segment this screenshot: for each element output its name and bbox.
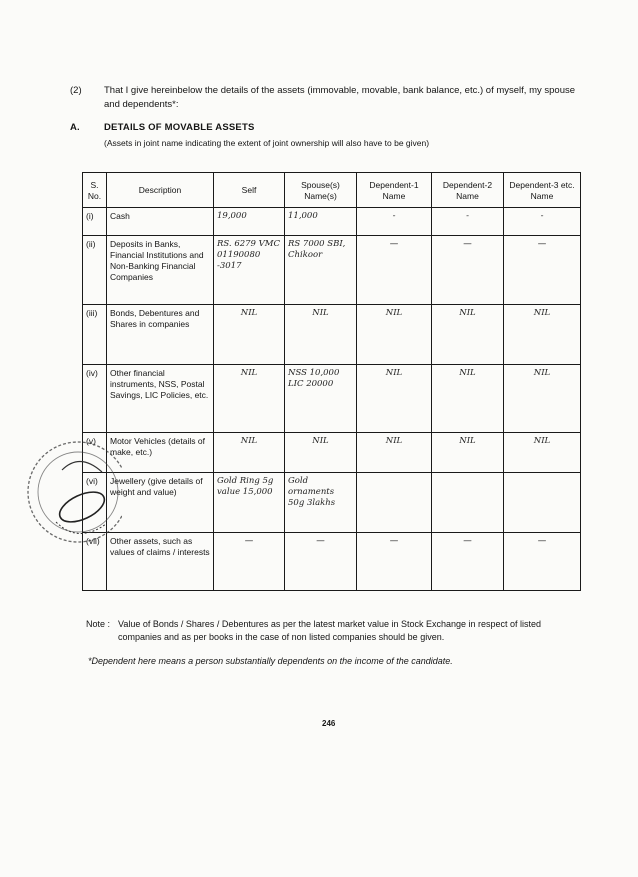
row-dep1-value: NIL bbox=[357, 433, 432, 473]
section-subtitle: (Assets in joint name indicating the extent of joint ownership will also have to be given) bbox=[104, 138, 430, 148]
row-dep3-value: — bbox=[504, 533, 581, 591]
movable-assets-table bbox=[82, 172, 581, 591]
table-row bbox=[83, 533, 581, 591]
header-self: Self bbox=[214, 173, 285, 208]
row-description: Deposits in Banks, Financial Institutions and Non-Banking Financial Companies bbox=[107, 236, 214, 305]
row-dep2-value: — bbox=[432, 533, 504, 591]
table-header-row bbox=[83, 173, 581, 208]
row-sno: (iii) bbox=[83, 305, 107, 365]
row-dep1-value: - bbox=[357, 208, 432, 236]
intro-paragraph: That I give hereinbelow the details of the assets (immovable, movable, bank balance, etc.) of myself, my spouse and dependents*: bbox=[104, 85, 576, 110]
header-description: Description bbox=[107, 173, 214, 208]
row-dep3-value: — bbox=[504, 236, 581, 305]
official-seal-stamp bbox=[22, 412, 122, 572]
row-spouse-value: Gold ornaments 50g 3lakhs bbox=[285, 473, 357, 533]
header-dependent-1: Dependent-1 Name bbox=[357, 173, 432, 208]
header-dependent-3: Dependent-3 etc. Name bbox=[504, 173, 581, 208]
row-sno: (vi) bbox=[83, 473, 107, 533]
header-dependent-2: Dependent-2 Name bbox=[432, 173, 504, 208]
row-spouse-value: NIL bbox=[285, 433, 357, 473]
row-dep2-value: - bbox=[432, 208, 504, 236]
dependent-footnote: *Dependent here means a person substantially dependents on the income of the candidate. bbox=[88, 656, 453, 666]
row-self-value: NIL bbox=[214, 433, 285, 473]
row-description: Other assets, such as values of claims / interests bbox=[107, 533, 214, 591]
row-dep2-value: NIL bbox=[432, 433, 504, 473]
row-description: Cash bbox=[107, 208, 214, 236]
table-row bbox=[83, 473, 581, 533]
row-self-value: Gold Ring 5g value 15,000 bbox=[214, 473, 285, 533]
row-sno: (i) bbox=[83, 208, 107, 236]
row-dep1-value: NIL bbox=[357, 365, 432, 433]
row-dep2-value: — bbox=[432, 236, 504, 305]
row-spouse-value: — bbox=[285, 533, 357, 591]
row-dep2-value: NIL bbox=[432, 365, 504, 433]
row-spouse-value: RS 7000 SBI, Chikoor bbox=[285, 236, 357, 305]
page-number: 246 bbox=[322, 719, 336, 728]
row-sno: (vii) bbox=[83, 533, 107, 591]
row-dep3-value: - bbox=[504, 208, 581, 236]
row-sno: (v) bbox=[83, 433, 107, 473]
row-description: Jewellery (give details of weight and value) bbox=[107, 473, 214, 533]
row-dep1-value: NIL bbox=[357, 305, 432, 365]
table-row bbox=[83, 208, 581, 236]
row-dep1-value: — bbox=[357, 236, 432, 305]
table-row bbox=[83, 433, 581, 473]
row-sno: (ii) bbox=[83, 236, 107, 305]
table-row bbox=[83, 365, 581, 433]
row-self-value: — bbox=[214, 533, 285, 591]
section-title: DETAILS OF MOVABLE ASSETS bbox=[104, 122, 255, 133]
row-self-value: NIL bbox=[214, 365, 285, 433]
table-row bbox=[83, 236, 581, 305]
header-sno: S. No. bbox=[83, 173, 107, 208]
row-dep3-value: NIL bbox=[504, 433, 581, 473]
note-label: Note : bbox=[86, 619, 111, 629]
row-dep3-value: NIL bbox=[504, 365, 581, 433]
note-text: Value of Bonds / Shares / Debentures as per the latest market value in Stock Exchange in respect of listed companies and as per books in the case of non listed companies should be given. bbox=[118, 619, 542, 642]
table-row bbox=[83, 305, 581, 365]
row-description: Other financial instruments, NSS, Postal Savings, LIC Policies, etc. bbox=[107, 365, 214, 433]
row-self-value: NIL bbox=[214, 305, 285, 365]
row-description: Bonds, Debentures and Shares in companies bbox=[107, 305, 214, 365]
row-description: Motor Vehicles (details of make, etc.) bbox=[107, 433, 214, 473]
row-dep2-value: NIL bbox=[432, 305, 504, 365]
row-dep3-value bbox=[504, 473, 581, 533]
row-spouse-value: 11,000 bbox=[285, 208, 357, 236]
row-dep1-value: — bbox=[357, 533, 432, 591]
header-spouse: Spouse(s) Name(s) bbox=[285, 173, 357, 208]
row-self-value: RS. 6279 VMC 01190080 -3017 bbox=[214, 236, 285, 305]
row-spouse-value: NIL bbox=[285, 305, 357, 365]
para-number: (2) bbox=[70, 85, 82, 96]
section-letter: A. bbox=[70, 122, 80, 133]
row-self-value: 19,000 bbox=[214, 208, 285, 236]
row-dep2-value bbox=[432, 473, 504, 533]
row-sno: (iv) bbox=[83, 365, 107, 433]
row-dep3-value: NIL bbox=[504, 305, 581, 365]
row-spouse-value: NSS 10,000 LIC 20000 bbox=[285, 365, 357, 433]
row-dep1-value bbox=[357, 473, 432, 533]
